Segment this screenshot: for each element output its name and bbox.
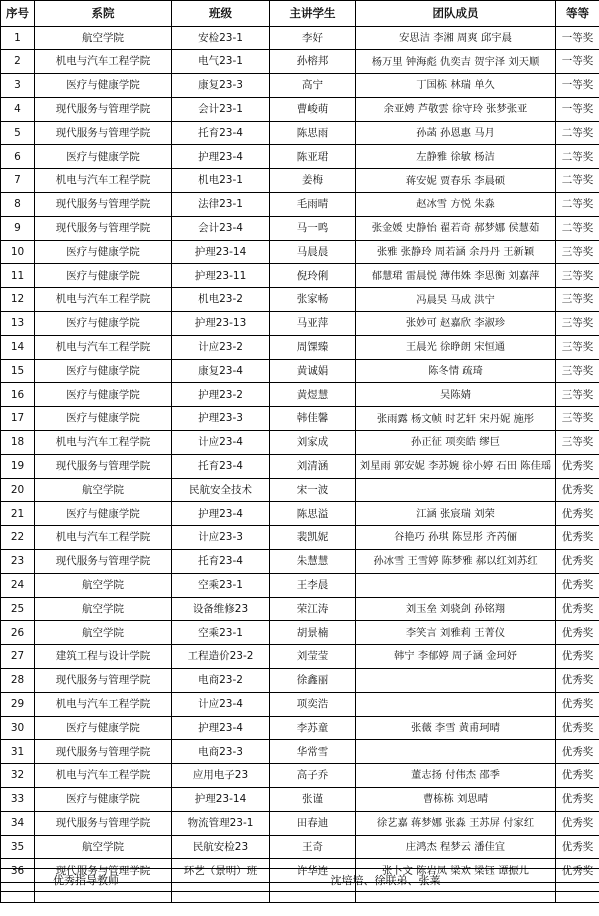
header-department: 系院 bbox=[35, 1, 172, 27]
cell-team-members: 庄鸿杰 程梦云 潘佳宜 bbox=[356, 835, 556, 859]
cell-department: 机电与汽车工程学院 bbox=[35, 692, 172, 716]
cell-class: 计应23-4 bbox=[172, 431, 270, 455]
cell-team-members: 张雨露 杨文帧 时艺轩 宋丹妮 施彤 bbox=[356, 407, 556, 431]
cell-class: 计应23-3 bbox=[172, 526, 270, 550]
cell-index: 6 bbox=[1, 145, 35, 169]
cell-presenter: 张谨 bbox=[270, 788, 356, 812]
cell-class: 护理23-11 bbox=[172, 264, 270, 288]
footer-label: 优秀指导教师 bbox=[1, 869, 172, 892]
table-row bbox=[1, 26, 599, 50]
cell-index: 11 bbox=[1, 264, 35, 288]
table-row bbox=[1, 764, 599, 788]
cell-class: 护理23-3 bbox=[172, 407, 270, 431]
cell-class: 护理23-4 bbox=[172, 716, 270, 740]
cell-department: 航空学院 bbox=[35, 478, 172, 502]
cell-department: 医疗与健康学院 bbox=[35, 407, 172, 431]
cell-presenter: 徐鑫丽 bbox=[270, 669, 356, 693]
cell-presenter: 荣江涛 bbox=[270, 597, 356, 621]
cell-team-members: 张妙可 赵嘉欣 李淑珍 bbox=[356, 312, 556, 336]
cell-team-members bbox=[356, 478, 556, 502]
cell-award: 优秀奖 bbox=[556, 692, 599, 716]
cell-team-members bbox=[356, 692, 556, 716]
cell-award: 优秀奖 bbox=[556, 621, 599, 645]
cell-index: 27 bbox=[1, 645, 35, 669]
cell-presenter: 黄诚娟 bbox=[270, 359, 356, 383]
cell-class: 护理23-14 bbox=[172, 788, 270, 812]
cell-department: 医疗与健康学院 bbox=[35, 312, 172, 336]
cell-presenter: 陈思雨 bbox=[270, 121, 356, 145]
cell-team-members: 蒋安妮 贾春乐 李晨硕 bbox=[356, 169, 556, 193]
cell-index: 26 bbox=[1, 621, 35, 645]
cell-index: 12 bbox=[1, 288, 35, 312]
cell-award: 三等奖 bbox=[556, 431, 599, 455]
cell-department: 航空学院 bbox=[35, 597, 172, 621]
cell-award: 二等奖 bbox=[556, 193, 599, 217]
cell-index: 18 bbox=[1, 431, 35, 455]
cell-presenter: 姜梅 bbox=[270, 169, 356, 193]
cell-department: 机电与汽车工程学院 bbox=[35, 169, 172, 193]
cell-award: 优秀奖 bbox=[556, 788, 599, 812]
cell-team-members: 郁慧珺 雷晨悦 薄伟姝 李思衡 刘嘉萍 bbox=[356, 264, 556, 288]
cell-award: 优秀奖 bbox=[556, 597, 599, 621]
cell-class: 民航安全技术 bbox=[172, 478, 270, 502]
cell-award: 优秀奖 bbox=[556, 526, 599, 550]
cell-presenter: 王奇 bbox=[270, 835, 356, 859]
cell-presenter: 王李晨 bbox=[270, 573, 356, 597]
cell-award: 二等奖 bbox=[556, 145, 599, 169]
cell-presenter: 倪玲俐 bbox=[270, 264, 356, 288]
table-row bbox=[1, 431, 599, 455]
cell-presenter: 田春迪 bbox=[270, 811, 356, 835]
cell-presenter: 宋一波 bbox=[270, 478, 356, 502]
cell-presenter: 华常雪 bbox=[270, 740, 356, 764]
cell-award: 三等奖 bbox=[556, 288, 599, 312]
cell-presenter: 刘家成 bbox=[270, 431, 356, 455]
cell-award: 三等奖 bbox=[556, 383, 599, 407]
cell-class: 电商23-3 bbox=[172, 740, 270, 764]
cell-index: 21 bbox=[1, 502, 35, 526]
cell-team-members: 余亚娉 芦敬雲 徐守玲 张梦张亚 bbox=[356, 97, 556, 121]
table-row bbox=[1, 97, 599, 121]
cell-award: 优秀奖 bbox=[556, 478, 599, 502]
cell-department: 医疗与健康学院 bbox=[35, 264, 172, 288]
table-row bbox=[1, 502, 599, 526]
cell-award: 优秀奖 bbox=[556, 764, 599, 788]
cell-team-members: 丁国栋 林瑞 单久 bbox=[356, 74, 556, 98]
cell-department: 医疗与健康学院 bbox=[35, 359, 172, 383]
table-row bbox=[1, 264, 599, 288]
cell-team-members: 谷艳巧 孙琪 陈昱彤 齐芮俪 bbox=[356, 526, 556, 550]
cell-index: 8 bbox=[1, 193, 35, 217]
cell-award: 优秀奖 bbox=[556, 573, 599, 597]
cell-index: 28 bbox=[1, 669, 35, 693]
table-row bbox=[1, 573, 599, 597]
cell-team-members: 安思洁 李湘 周爽 邱宇晨 bbox=[356, 26, 556, 50]
cell-award: 优秀奖 bbox=[556, 740, 599, 764]
cell-department: 医疗与健康学院 bbox=[35, 74, 172, 98]
cell-award: 二等奖 bbox=[556, 169, 599, 193]
cell-department: 现代服务与管理学院 bbox=[35, 550, 172, 574]
header-row bbox=[1, 1, 599, 27]
cell-team-members bbox=[356, 573, 556, 597]
cell-department: 医疗与健康学院 bbox=[35, 240, 172, 264]
cell-department: 航空学院 bbox=[35, 621, 172, 645]
cell-class: 电气23-1 bbox=[172, 50, 270, 74]
cell-department: 医疗与健康学院 bbox=[35, 383, 172, 407]
cell-award: 优秀奖 bbox=[556, 716, 599, 740]
cell-award: 优秀奖 bbox=[556, 502, 599, 526]
table-row bbox=[1, 383, 599, 407]
cell-presenter: 周馃臻 bbox=[270, 335, 356, 359]
cell-index: 32 bbox=[1, 764, 35, 788]
cell-presenter: 李好 bbox=[270, 26, 356, 50]
cell-presenter: 刘清涵 bbox=[270, 454, 356, 478]
cell-award: 三等奖 bbox=[556, 312, 599, 336]
table-row bbox=[1, 811, 599, 835]
cell-team-members: 刘玉垒 刘骁剑 孙铭翔 bbox=[356, 597, 556, 621]
cell-presenter: 朱慧慧 bbox=[270, 550, 356, 574]
cell-class: 康复23-3 bbox=[172, 74, 270, 98]
cell-class: 空乘23-1 bbox=[172, 573, 270, 597]
table-row bbox=[1, 692, 599, 716]
cell-team-members: 赵冰雪 方悦 朱淼 bbox=[356, 193, 556, 217]
cell-team-members: 韩宁 李郁婷 周子涵 金珂妤 bbox=[356, 645, 556, 669]
cell-presenter: 毛雨晴 bbox=[270, 193, 356, 217]
cell-presenter: 陈思溢 bbox=[270, 502, 356, 526]
cell-index: 14 bbox=[1, 335, 35, 359]
cell-department: 现代服务与管理学院 bbox=[35, 454, 172, 478]
table-row bbox=[1, 716, 599, 740]
cell-department: 现代服务与管理学院 bbox=[35, 193, 172, 217]
table-row bbox=[1, 193, 599, 217]
cell-department: 现代服务与管理学院 bbox=[35, 859, 172, 883]
cell-class: 护理23-14 bbox=[172, 240, 270, 264]
cell-department: 机电与汽车工程学院 bbox=[35, 50, 172, 74]
cell-award: 优秀奖 bbox=[556, 550, 599, 574]
cell-class: 托育23-4 bbox=[172, 454, 270, 478]
cell-index: 23 bbox=[1, 550, 35, 574]
table-row bbox=[1, 50, 599, 74]
table-row bbox=[1, 788, 599, 812]
cell-team-members: 张卜文 陈岩凤 梁欢 梁钰 谭振儿 bbox=[356, 859, 556, 883]
cell-department: 医疗与健康学院 bbox=[35, 788, 172, 812]
cell-team-members: 孙菡 孙恩惠 马月 bbox=[356, 121, 556, 145]
cell-award: 优秀奖 bbox=[556, 669, 599, 693]
cell-presenter: 裴凯妮 bbox=[270, 526, 356, 550]
cell-team-members: 张薇 李雪 黄甫珂晴 bbox=[356, 716, 556, 740]
cell-presenter: 陈亚珺 bbox=[270, 145, 356, 169]
cell-department: 现代服务与管理学院 bbox=[35, 669, 172, 693]
cell-class: 机电23-2 bbox=[172, 288, 270, 312]
cell-index: 29 bbox=[1, 692, 35, 716]
cell-award: 一等奖 bbox=[556, 50, 599, 74]
cell-team-members: 江涵 张宸瑞 刘荣 bbox=[356, 502, 556, 526]
cell-index: 1 bbox=[1, 26, 35, 50]
table-row bbox=[1, 597, 599, 621]
cell-team-members: 张雅 张静玲 周若涵 余丹丹 王新颖 bbox=[356, 240, 556, 264]
cell-department: 现代服务与管理学院 bbox=[35, 97, 172, 121]
cell-class: 康复23-4 bbox=[172, 359, 270, 383]
cell-class: 护理23-4 bbox=[172, 502, 270, 526]
cell-index: 3 bbox=[1, 74, 35, 98]
cell-award: 一等奖 bbox=[556, 26, 599, 50]
cell-department: 机电与汽车工程学院 bbox=[35, 431, 172, 455]
cell-class: 护理23-2 bbox=[172, 383, 270, 407]
cell-class: 应用电子23 bbox=[172, 764, 270, 788]
cell-index: 13 bbox=[1, 312, 35, 336]
table-row bbox=[1, 407, 599, 431]
cell-index: 35 bbox=[1, 835, 35, 859]
cell-class: 计应23-2 bbox=[172, 335, 270, 359]
cell-department: 机电与汽车工程学院 bbox=[35, 288, 172, 312]
cell-department: 建筑工程与设计学院 bbox=[35, 645, 172, 669]
cell-presenter: 马亚萍 bbox=[270, 312, 356, 336]
footer-value: 沈培培、徐联弟、张莱 bbox=[172, 869, 599, 892]
table-body bbox=[1, 26, 599, 903]
cell-class: 电商23-2 bbox=[172, 669, 270, 693]
cell-award: 一等奖 bbox=[556, 97, 599, 121]
cell-class: 设备维修23 bbox=[172, 597, 270, 621]
cell-award: 优秀奖 bbox=[556, 454, 599, 478]
table-row bbox=[1, 312, 599, 336]
cell-team-members: 左静雅 徐敏 杨洁 bbox=[356, 145, 556, 169]
footer-table bbox=[0, 868, 599, 892]
cell-award: 三等奖 bbox=[556, 264, 599, 288]
cell-team-members: 刘星雨 郭安妮 李苏婉 徐小婷 石田 陈佳瑶 bbox=[356, 454, 556, 478]
cell-presenter: 刘莹莹 bbox=[270, 645, 356, 669]
cell-class: 法律23-1 bbox=[172, 193, 270, 217]
cell-index: 16 bbox=[1, 383, 35, 407]
cell-index: 17 bbox=[1, 407, 35, 431]
cell-department: 航空学院 bbox=[35, 26, 172, 50]
cell-team-members: 陈冬情 疏琦 bbox=[356, 359, 556, 383]
cell-award: 一等奖 bbox=[556, 74, 599, 98]
cell-index: 20 bbox=[1, 478, 35, 502]
cell-class: 托育23-4 bbox=[172, 550, 270, 574]
cell-team-members: 孙冰雪 王雪婷 陈梦雅 郝以红刘苏红 bbox=[356, 550, 556, 574]
cell-index: 25 bbox=[1, 597, 35, 621]
cell-index: 22 bbox=[1, 526, 35, 550]
cell-class: 安检23-1 bbox=[172, 26, 270, 50]
cell-class: 护理23-4 bbox=[172, 145, 270, 169]
cell-presenter: 高子乔 bbox=[270, 764, 356, 788]
cell-index: 5 bbox=[1, 121, 35, 145]
cell-award: 优秀奖 bbox=[556, 835, 599, 859]
cell-department: 航空学院 bbox=[35, 573, 172, 597]
table-row bbox=[1, 216, 599, 240]
table-row bbox=[1, 621, 599, 645]
cell-index: 24 bbox=[1, 573, 35, 597]
cell-award: 二等奖 bbox=[556, 121, 599, 145]
cell-presenter: 张家畅 bbox=[270, 288, 356, 312]
cell-class: 托育23-4 bbox=[172, 121, 270, 145]
cell-presenter: 孙榕邦 bbox=[270, 50, 356, 74]
cell-class: 工程造价23-2 bbox=[172, 645, 270, 669]
cell-index: 7 bbox=[1, 169, 35, 193]
cell-index: 10 bbox=[1, 240, 35, 264]
cell-team-members: 王晨光 徐睁朗 宋恒通 bbox=[356, 335, 556, 359]
cell-department: 现代服务与管理学院 bbox=[35, 121, 172, 145]
table-row bbox=[1, 169, 599, 193]
header-award: 等等 bbox=[556, 1, 599, 27]
cell-class: 计应23-4 bbox=[172, 692, 270, 716]
cell-index: 15 bbox=[1, 359, 35, 383]
cell-team-members: 孙正征 项奕皓 缪巨 bbox=[356, 431, 556, 455]
cell-index: 4 bbox=[1, 97, 35, 121]
cell-class: 机电23-1 bbox=[172, 169, 270, 193]
cell-department: 现代服务与管理学院 bbox=[35, 740, 172, 764]
cell-department: 现代服务与管理学院 bbox=[35, 216, 172, 240]
cell-award: 二等奖 bbox=[556, 216, 599, 240]
table-row bbox=[1, 478, 599, 502]
cell-index: 36 bbox=[1, 859, 35, 883]
cell-class: 环艺（景明）班 bbox=[172, 859, 270, 883]
table-row bbox=[1, 669, 599, 693]
table-row bbox=[1, 550, 599, 574]
table-row bbox=[1, 454, 599, 478]
cell-presenter: 高宁 bbox=[270, 74, 356, 98]
table-row bbox=[1, 121, 599, 145]
cell-department: 医疗与健康学院 bbox=[35, 145, 172, 169]
header-team-members: 团队成员 bbox=[356, 1, 556, 27]
table-row bbox=[1, 359, 599, 383]
table-row bbox=[1, 335, 599, 359]
cell-presenter: 许华连 bbox=[270, 859, 356, 883]
table-row bbox=[1, 645, 599, 669]
cell-index: 9 bbox=[1, 216, 35, 240]
cell-department: 机电与汽车工程学院 bbox=[35, 526, 172, 550]
cell-team-members: 徐艺嘉 蒋梦娜 张淼 王苏屏 付家红 bbox=[356, 811, 556, 835]
header-class: 班级 bbox=[172, 1, 270, 27]
cell-award: 三等奖 bbox=[556, 335, 599, 359]
cell-presenter: 马晨晨 bbox=[270, 240, 356, 264]
cell-class: 会计23-1 bbox=[172, 97, 270, 121]
cell-department: 机电与汽车工程学院 bbox=[35, 335, 172, 359]
table-row bbox=[1, 240, 599, 264]
cell-team-members: 董志扬 付伟杰 邵季 bbox=[356, 764, 556, 788]
header-presenter: 主讲学生 bbox=[270, 1, 356, 27]
cell-index: 30 bbox=[1, 716, 35, 740]
cell-department: 航空学院 bbox=[35, 835, 172, 859]
cell-department: 医疗与健康学院 bbox=[35, 716, 172, 740]
cell-award: 优秀奖 bbox=[556, 859, 599, 883]
table-row bbox=[1, 145, 599, 169]
cell-index: 19 bbox=[1, 454, 35, 478]
table-row bbox=[1, 835, 599, 859]
cell-class: 会计23-4 bbox=[172, 216, 270, 240]
cell-department: 现代服务与管理学院 bbox=[35, 811, 172, 835]
cell-award: 三等奖 bbox=[556, 240, 599, 264]
cell-team-members: 杨万里 钟海彪 仇奕吉 贺宇泽 刘天顺 bbox=[356, 50, 556, 74]
cell-presenter: 黄煜慧 bbox=[270, 383, 356, 407]
cell-class: 护理23-13 bbox=[172, 312, 270, 336]
cell-class: 民航安检23 bbox=[172, 835, 270, 859]
cell-presenter: 马一鸣 bbox=[270, 216, 356, 240]
cell-presenter: 项奕浩 bbox=[270, 692, 356, 716]
table-row bbox=[1, 740, 599, 764]
cell-team-members: 李笑言 刘雅莉 王菁仪 bbox=[356, 621, 556, 645]
header-index: 序号 bbox=[1, 1, 35, 27]
cell-team-members bbox=[356, 740, 556, 764]
cell-team-members: 张金媛 史静怡 翟若奇 郝梦娜 侯慧茹 bbox=[356, 216, 556, 240]
cell-award: 优秀奖 bbox=[556, 645, 599, 669]
cell-index: 34 bbox=[1, 811, 35, 835]
cell-team-members: 吴陈婧 bbox=[356, 383, 556, 407]
cell-class: 空乘23-1 bbox=[172, 621, 270, 645]
cell-presenter: 胡景楠 bbox=[270, 621, 356, 645]
cell-team-members bbox=[356, 669, 556, 693]
footer-row bbox=[1, 869, 599, 892]
cell-team-members: 曹栋栋 刘思晴 bbox=[356, 788, 556, 812]
cell-department: 医疗与健康学院 bbox=[35, 502, 172, 526]
cell-award: 优秀奖 bbox=[556, 811, 599, 835]
cell-award: 三等奖 bbox=[556, 359, 599, 383]
table-row bbox=[1, 288, 599, 312]
cell-presenter: 曹峻萌 bbox=[270, 97, 356, 121]
cell-index: 2 bbox=[1, 50, 35, 74]
cell-index: 31 bbox=[1, 740, 35, 764]
cell-class: 物流管理23-1 bbox=[172, 811, 270, 835]
table-row bbox=[1, 526, 599, 550]
cell-award: 三等奖 bbox=[556, 407, 599, 431]
cell-team-members: 冯晨昊 马成 洪宁 bbox=[356, 288, 556, 312]
table-row bbox=[1, 74, 599, 98]
cell-presenter: 李苏童 bbox=[270, 716, 356, 740]
cell-index: 33 bbox=[1, 788, 35, 812]
cell-presenter: 韩佳馨 bbox=[270, 407, 356, 431]
cell-department: 机电与汽车工程学院 bbox=[35, 764, 172, 788]
